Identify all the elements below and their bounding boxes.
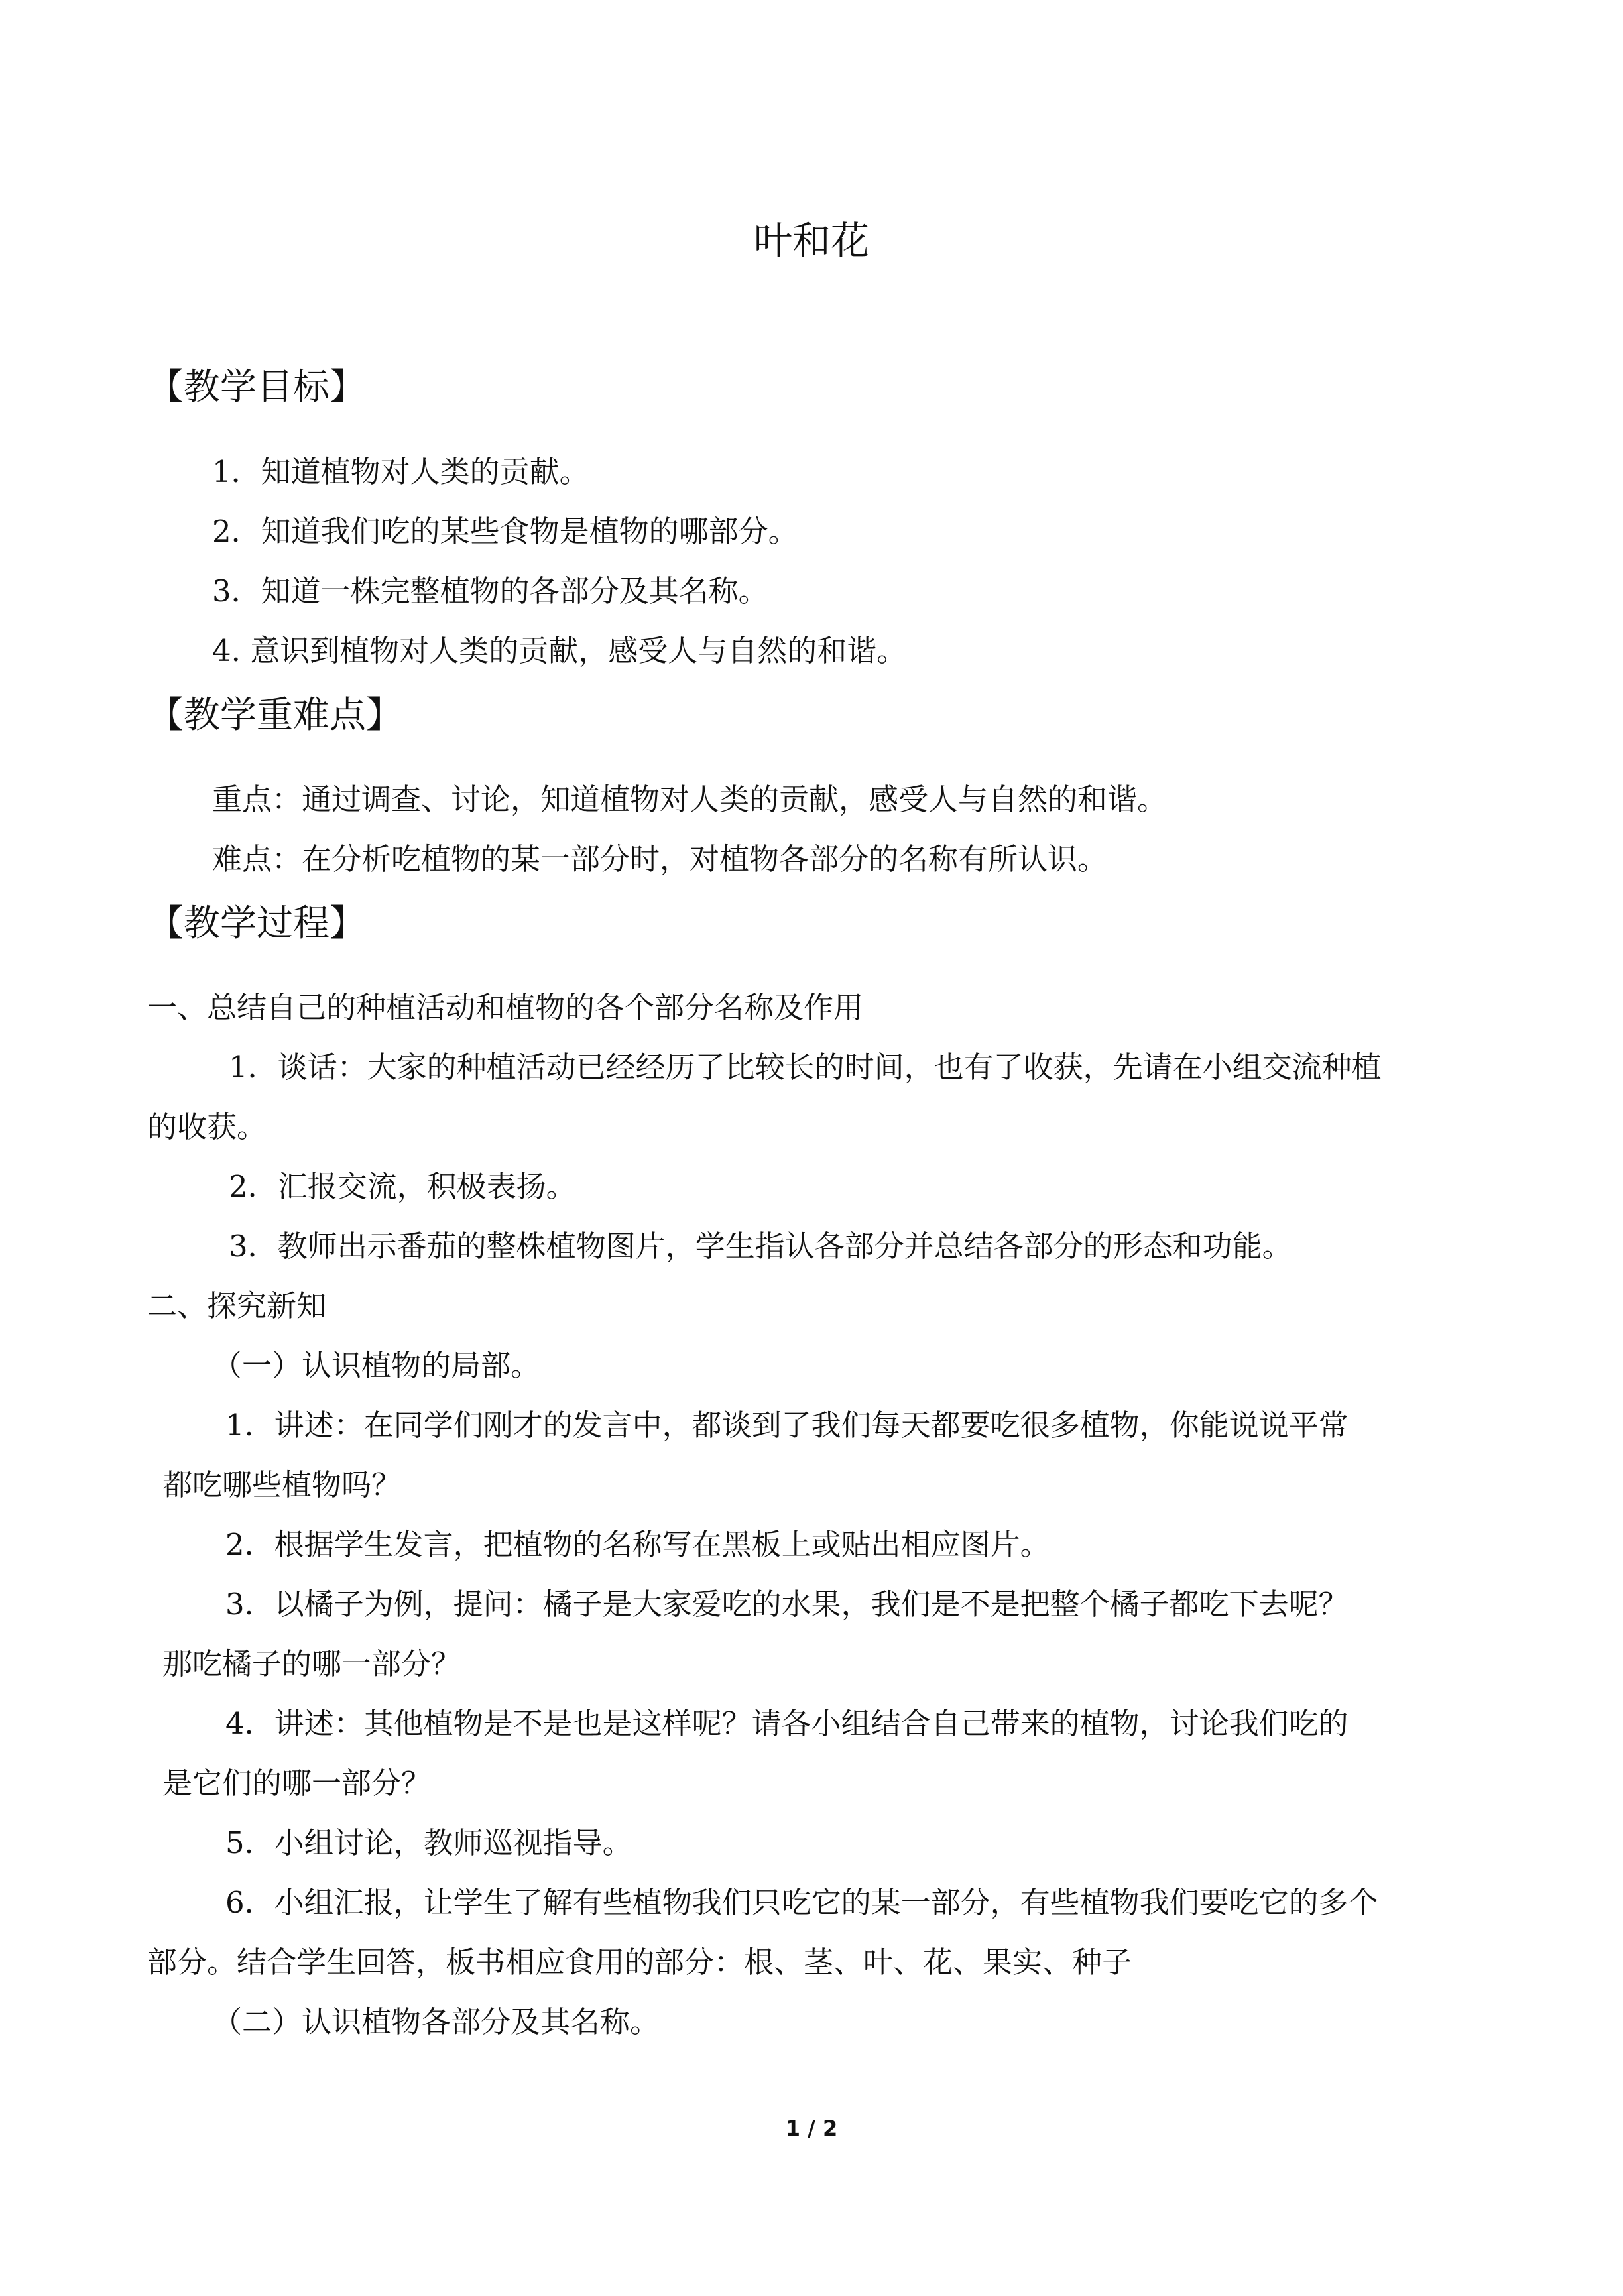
- process-line: 3．教师出示番茄的整株植物图片，学生指认各部分并总结各部分的形态和功能。: [229, 1229, 1292, 1264]
- process-heading: 【教学过程】: [147, 902, 367, 944]
- process-line: 4．讲述：其他植物是不是也是这样呢？请各小组结合自己带来的植物，讨论我们吃的: [225, 1706, 1349, 1741]
- process-line: 都吃哪些植物吗？: [162, 1467, 402, 1502]
- process-line: 2．汇报交流，积极表扬。: [229, 1169, 576, 1204]
- process-line: 部分。结合学生回答，板书相应食用的部分：根、茎、叶、花、果实、种子: [147, 1945, 1132, 1980]
- process-line: （二）认识植物各部分及其名称。: [212, 2004, 660, 2039]
- process-line: 2．根据学生发言，把植物的名称写在黑板上或贴出相应图片。: [225, 1527, 1050, 1562]
- process-line: 3．以橘子为例，提问：橘子是大家爱吃的水果，我们是不是把整个橘子都吃下去呢？: [225, 1587, 1349, 1622]
- page-number: 1 / 2: [785, 2116, 838, 2141]
- key-point-item: 重点：通过调查、讨论，知道植物对人类的贡献，感受人与自然的和谐。: [212, 782, 1168, 817]
- objective-item: 3．知道一株完整植物的各部分及其名称。: [212, 574, 768, 609]
- process-line: 的收获。: [147, 1109, 267, 1144]
- process-line: 那吃橘子的哪一部分？: [162, 1646, 461, 1681]
- process-line: 一、总结自己的种植活动和植物的各个部分名称及作用: [147, 990, 864, 1025]
- objectives-heading: 【教学目标】: [147, 365, 367, 408]
- process-line: 1．讲述：在同学们刚才的发言中，都谈到了我们每天都要吃很多植物，你能说说平常: [225, 1408, 1349, 1443]
- process-line: 6．小组汇报，让学生了解有些植物我们只吃它的某一部分，有些植物我们要吃它的多个: [225, 1885, 1378, 1920]
- key-points-heading: 【教学重难点】: [147, 694, 403, 736]
- process-line: 1．谈话：大家的种植活动已经经历了比较长的时间，也有了收获，先请在小组交流种植: [229, 1050, 1382, 1085]
- key-point-item: 难点：在分析吃植物的某一部分时，对植物各部分的名称有所认识。: [212, 841, 1108, 876]
- process-line: 是它们的哪一部分？: [162, 1766, 432, 1801]
- process-line: （一）认识植物的局部。: [212, 1348, 541, 1383]
- objective-item: 4. 意识到植物对人类的贡献，感受人与自然的和谐。: [212, 633, 907, 668]
- objective-item: 2．知道我们吃的某些食物是植物的哪部分。: [212, 514, 798, 549]
- page-title: 叶和花: [753, 218, 869, 263]
- process-line: 二、探究新知: [147, 1288, 327, 1323]
- objective-item: 1．知道植物对人类的贡献。: [212, 454, 589, 489]
- process-line: 5．小组讨论，教师巡视指导。: [225, 1825, 632, 1860]
